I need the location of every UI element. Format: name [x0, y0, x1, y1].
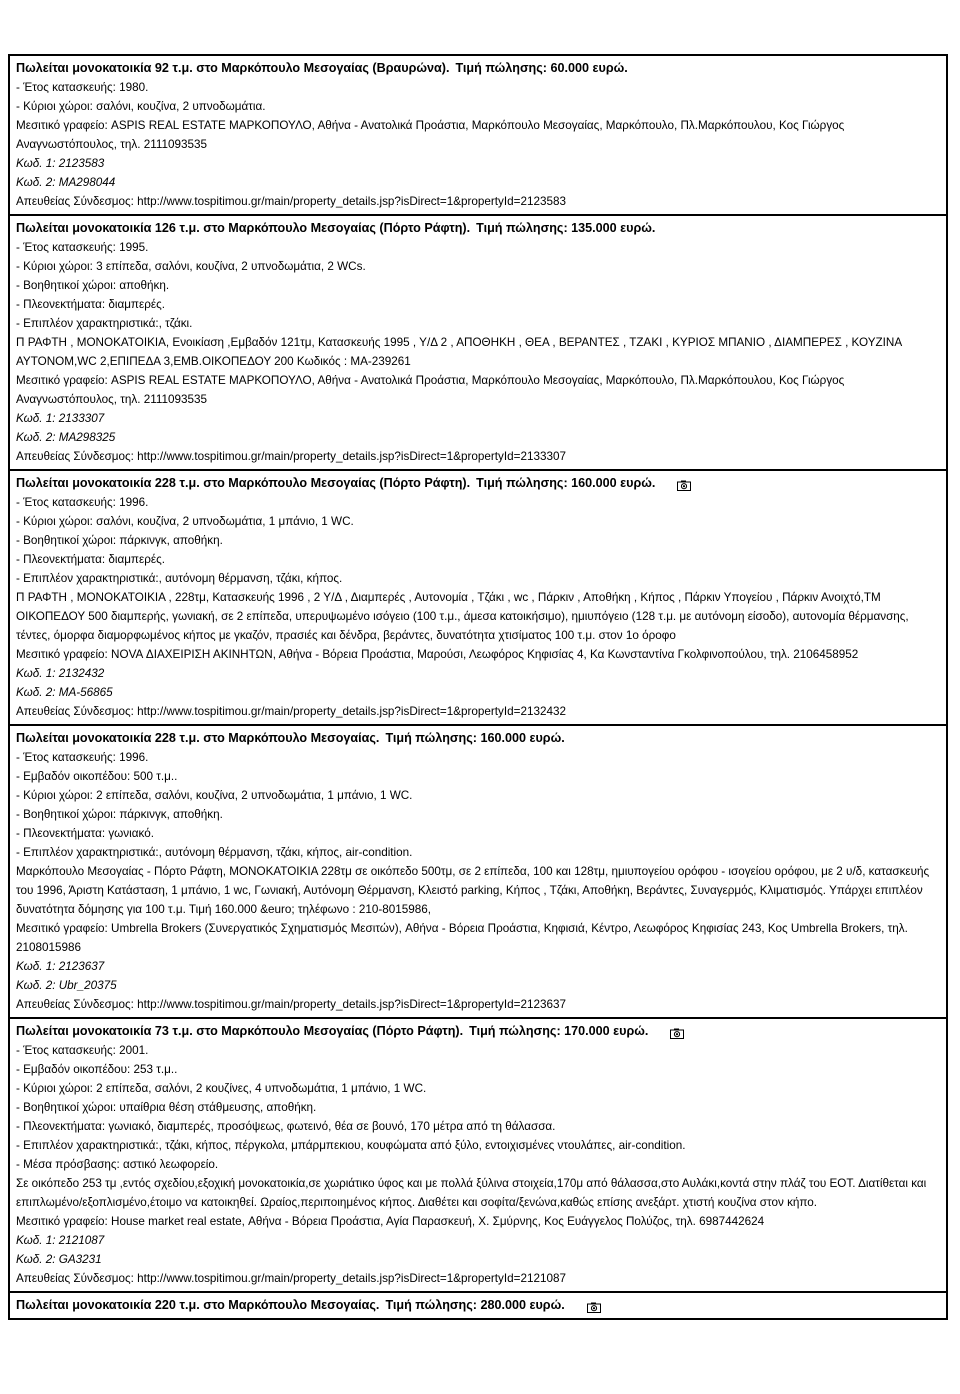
listing-detail: - Εμβαδόν οικοπέδου: 500 τ.μ..	[16, 770, 178, 783]
listing-detail: - Έτος κατασκευής: 2001.	[16, 1044, 149, 1057]
listing-detail: - Επιπλέον χαρακτηριστικά:, αυτόνομη θέρμανση, τζάκι, κήπος, air-condition.	[16, 846, 413, 859]
listing-title-text: Πωλείται μονοκατοικία 228 τ.μ. στο Μαρκόπουλο Μεσογαίας (Πόρτο Ράφτη).	[16, 476, 471, 490]
listing-title	[16, 59, 942, 78]
listings-page	[8, 54, 948, 1320]
direct-link-label: Απευθείας Σύνδεσμος:	[16, 195, 134, 208]
direct-link-row	[16, 1269, 942, 1288]
property-code: Κωδ. 1: 2123583	[16, 157, 105, 170]
listing	[8, 1291, 948, 1320]
listing-detail: - Κύριοι χώροι: σαλόνι, κουζίνα, 2 υπνοδωμάτια, 1 μπάνιο, 1 WC.	[16, 515, 354, 528]
listing-title-text: Πωλείται μονοκατοικία 126 τ.μ. στο Μαρκόπουλο Μεσογαίας (Πόρτο Ράφτη).	[16, 221, 471, 235]
agency-info: Μεσιτικό γραφείο: ASPIS REAL ESTATE ΜΑΡΚΟΠΟΥΛΟ, Αθήνα - Ανατολικά Προάστια, Μαρκόπουλο Μεσογαίας, Μαρκόπουλο, Πλ.Μαρκόπουλου, Κος Γιώργος Αναγνωστόπουλος, τηλ. 2111093535	[16, 119, 845, 151]
camera-icon[interactable]	[587, 1300, 601, 1311]
listing-detail: Μαρκόπουλο Μεσογαίας - Πόρτο Ράφτη, ΜΟΝΟΚΑΤΟΙΚΙΑ 228τμ σε οικόπεδο 500τμ, σε 2 επίπεδα, 100 και 128τμ, ημιυπογείου ορόφου - ισογείου ορόφου, με 2 υ/δ, κατασκευής του 1996, Άριστη Κατάσταση, 1 μπάνιο, 1 wc, Γωνιακή, Αυτόνομη Θέρμανση, Κλειστό parking, Κήπος , Τζάκι, Αποθήκη, Βεράντες, Συναγερμός, Κλιματισμός. Υπάρχει επιπλέον δυνατότητα δόμησης για 100 τ.μ. Τιμή 160.000 &euro; τηλέφωνο : 210-8015986,	[16, 865, 930, 916]
listing-price: Τιμή πώλησης: 135.000 ευρώ.	[476, 221, 656, 235]
property-code: Κωδ. 1: 2121087	[16, 1234, 105, 1247]
listing-title-text: Πωλείται μονοκατοικία 228 τ.μ. στο Μαρκόπουλο Μεσογαίας.	[16, 731, 380, 745]
property-code: Κωδ. 2: Ubr_20375	[16, 979, 117, 992]
listing-detail: - Πλεονεκτήματα: γωνιακό.	[16, 827, 154, 840]
listing-detail: - Κύριοι χώροι: σαλόνι, κουζίνα, 2 υπνοδωμάτια.	[16, 100, 266, 113]
listing-detail: - Κύριοι χώροι: 3 επίπεδα, σαλόνι, κουζίνα, 2 υπνοδωμάτια, 2 WCs.	[16, 260, 366, 273]
listing-detail: Π ΡΑΦΤΗ , ΜΟΝΟΚΑΤΟΙΚΙΑ, Ενοικίαση ,Εμβαδόν 121τμ, Κατασκευής 1995 , Υ/Δ 2 , ΑΠΟΘΗΚΗ , ΘΕΑ , ΒΕΡΑΝΤΕΣ , ΤΖΑΚΙ , ΚΥΡΙΟΣ ΜΠΑΝΙΟ , ΔΙΑΜΠΕΡΕΣ , ΚΟΥΖΙΝΑ ΑΥΤΟΝΟΜ,WC 2,ΕΠΙΠΕΔΑ 3,ΕΜΒ.ΟΙΚΟΠΕΔΟΥ 200 Κωδικός : ΜΑ-239261	[16, 336, 902, 368]
property-code: Κωδ. 1: 2132432	[16, 667, 105, 680]
direct-link-label: Απευθείας Σύνδεσμος:	[16, 705, 134, 718]
direct-link-row	[16, 192, 942, 211]
listing-title	[16, 219, 942, 238]
property-code: Κωδ. 1: 2123637	[16, 960, 105, 973]
listing-title	[16, 1022, 942, 1041]
property-code: Κωδ. 2: ΜΑ-56865	[16, 686, 113, 699]
listing-detail: - Μέσα πρόσβασης: αστικό λεωφορείο.	[16, 1158, 219, 1171]
listing-detail: Π ΡΑΦΤΗ , ΜΟΝΟΚΑΤΟΙΚΙΑ , 228τμ, Κατασκευής 1996 , 2 Υ/Δ , Διαμπερές , Αυτονομία , Τζάκι , wc , Πάρκιν , Αποθήκη , Κήπος , Πάρκιν Υπογείου , Πάρκιν Ανοιχτό,ΤΜ ΟΙΚΟΠΕΔΟΥ 500 διαμπερής, γωνιακή, σε 2 επίπεδα, υπερυψωμένο ισόγειο (100 τ.μ., άμεσα κατοικήσιμο), ημιυπόγειο (128 τ.μ. με αυτόνομη είσοδο), αυτονομία θέρμανσης, τέντες, όμορφα διαμορφωμένος κήπος με γκαζόν, πρασιές και δένδρα, βεράντες, δυνατότητα χτισίματος 100 τ.μ. στον 1ο όροφο	[16, 591, 909, 642]
listing-title-text: Πωλείται μονοκατοικία 220 τ.μ. στο Μαρκόπουλο Μεσογαίας.	[16, 1298, 380, 1312]
listing-detail: - Επιπλέον χαρακτηριστικά:, αυτόνομη θέρμανση, τζάκι, κήπος.	[16, 572, 343, 585]
listing-detail: - Έτος κατασκευής: 1996.	[16, 751, 149, 764]
agency-info: Μεσιτικό γραφείο: ASPIS REAL ESTATE ΜΑΡΚΟΠΟΥΛΟ, Αθήνα - Ανατολικά Προάστια, Μαρκόπουλο Μεσογαίας, Μαρκόπουλο, Πλ.Μαρκόπουλου, Κος Γιώργος Αναγνωστόπουλος, τηλ. 2111093535	[16, 374, 845, 406]
listing-detail: Σε οικόπεδο 253 τμ ,εντός σχεδίου,εξοχική μονοκατοικία,σε χωριάτικο ύφος και με πολλά ξύλινα στοιχεία,170μ από θάλασσα,στο Αυλάκι,κοντά στην πλάζ του ΕΟΤ. Διατίθεται και επιπλωμένο/εξοπλισμένο,έτοιμο να κατοικηθεί. Ωραίος,περιποιημένος κήπος. Διαθέτει και σοφίτα/ξενώνα,καθώς επίσης ανεξάρτ. χτιστή κουζίνα στον κήπο.	[16, 1177, 927, 1209]
listing-detail: - Βοηθητικοί χώροι: υπαίθρια θέση στάθμευσης, αποθήκη.	[16, 1101, 317, 1114]
listing-title	[16, 474, 942, 493]
agency-info: Μεσιτικό γραφείο: House market real estate, Αθήνα - Βόρεια Προάστια, Αγία Παρασκευή, Χ. Σμύρνης, Κος Ευάγγελος Πολύζος, τηλ. 6987442624	[16, 1215, 765, 1228]
listing-detail: - Πλεονεκτήματα: διαμπερές.	[16, 553, 165, 566]
direct-link-label: Απευθείας Σύνδεσμος:	[16, 1272, 134, 1285]
property-code: Κωδ. 1: 2133307	[16, 412, 105, 425]
listing	[8, 724, 948, 1017]
direct-link-row	[16, 447, 942, 466]
direct-link-url[interactable]: http://www.tospitimou.gr/main/property_details.jsp?isDirect=1&propertyId=2121087	[137, 1272, 566, 1285]
listing-title-text: Πωλείται μονοκατοικία 92 τ.μ. στο Μαρκόπουλο Μεσογαίας (Βραυρώνα).	[16, 61, 450, 75]
direct-link-row	[16, 702, 942, 721]
listing	[8, 214, 948, 469]
listing-title-text: Πωλείται μονοκατοικία 73 τ.μ. στο Μαρκόπουλο Μεσογαίας (Πόρτο Ράφτη).	[16, 1024, 464, 1038]
direct-link-url[interactable]: http://www.tospitimou.gr/main/property_details.jsp?isDirect=1&propertyId=2123637	[137, 998, 566, 1011]
listing-detail: - Πλεονεκτήματα: γωνιακό, διαμπερές, προσόψεως, φωτεινό, θέα σε βουνό, 170 μέτρα από τη θάλασσα.	[16, 1120, 556, 1133]
direct-link-row	[16, 995, 942, 1014]
property-code: Κωδ. 2: ΜΑ298325	[16, 431, 116, 444]
listing	[8, 54, 948, 214]
direct-link-url[interactable]: http://www.tospitimou.gr/main/property_details.jsp?isDirect=1&propertyId=2132432	[137, 705, 566, 718]
listing-detail: - Κύριοι χώροι: 2 επίπεδα, σαλόνι, 2 κουζίνες, 4 υπνοδωμάτια, 1 μπάνιο, 1 WC.	[16, 1082, 427, 1095]
listing-detail: - Βοηθητικοί χώροι: αποθήκη.	[16, 279, 170, 292]
listing-price: Τιμή πώλησης: 160.000 ευρώ.	[385, 731, 565, 745]
listing	[8, 469, 948, 724]
listing-detail: - Κύριοι χώροι: 2 επίπεδα, σαλόνι, κουζίνα, 2 υπνοδωμάτια, 1 μπάνιο, 1 WC.	[16, 789, 413, 802]
listing-detail: - Βοηθητικοί χώροι: πάρκινγκ, αποθήκη.	[16, 534, 223, 547]
listing	[8, 1017, 948, 1291]
camera-icon[interactable]	[670, 1026, 684, 1037]
listing-detail: - Εμβαδόν οικοπέδου: 253 τ.μ..	[16, 1063, 178, 1076]
listing-detail: - Έτος κατασκευής: 1996.	[16, 496, 149, 509]
agency-info: Μεσιτικό γραφείο: NOVA ΔΙΑΧΕΙΡΙΣΗ ΑΚΙΝΗΤΩΝ, Αθήνα - Βόρεια Προάστια, Μαρούσι, Λεωφόρος Κηφισίας 4, Κα Κωνσταντίνα Γκολφινοπούλου, τηλ. 2106458952	[16, 648, 859, 661]
listing-price: Τιμή πώλησης: 170.000 ευρώ.	[469, 1024, 649, 1038]
listing-price: Τιμή πώλησης: 160.000 ευρώ.	[476, 476, 656, 490]
listing-price: Τιμή πώλησης: 60.000 ευρώ.	[455, 61, 628, 75]
direct-link-label: Απευθείας Σύνδεσμος:	[16, 998, 134, 1011]
direct-link-label: Απευθείας Σύνδεσμος:	[16, 450, 134, 463]
listing-detail: - Έτος κατασκευής: 1980.	[16, 81, 149, 94]
listing-detail: - Βοηθητικοί χώροι: πάρκινγκ, αποθήκη.	[16, 808, 223, 821]
direct-link-url[interactable]: http://www.tospitimou.gr/main/property_details.jsp?isDirect=1&propertyId=2133307	[137, 450, 566, 463]
property-code: Κωδ. 2: ΜΑ298044	[16, 176, 116, 189]
listing-detail: - Έτος κατασκευής: 1995.	[16, 241, 149, 254]
listing-detail: - Επιπλέον χαρακτηριστικά:, τζάκι.	[16, 317, 193, 330]
listing-title	[16, 1296, 942, 1315]
listing-detail: - Πλεονεκτήματα: διαμπερές.	[16, 298, 165, 311]
listing-price: Τιμή πώλησης: 280.000 ευρώ.	[385, 1298, 565, 1312]
listing-title	[16, 729, 942, 748]
listing-detail: - Επιπλέον χαρακτηριστικά:, τζάκι, κήπος, πέργκολα, μπάρμπεκιου, κουφώματα από ξύλο, εντοιχισμένες ντουλάπες, air-condition.	[16, 1139, 686, 1152]
property-code: Κωδ. 2: GA3231	[16, 1253, 102, 1266]
camera-icon[interactable]	[677, 478, 691, 489]
agency-info: Μεσιτικό γραφείο: Umbrella Brokers (Συνεργατικός Σχηματισμός Μεσιτών), Αθήνα - Βόρεια Προάστια, Κηφισιά, Κέντρο, Λεωφόρος Κηφισίας 243, Κος Umbrella Brokers, τηλ. 2108015986	[16, 922, 908, 954]
direct-link-url[interactable]: http://www.tospitimou.gr/main/property_details.jsp?isDirect=1&propertyId=2123583	[137, 195, 566, 208]
